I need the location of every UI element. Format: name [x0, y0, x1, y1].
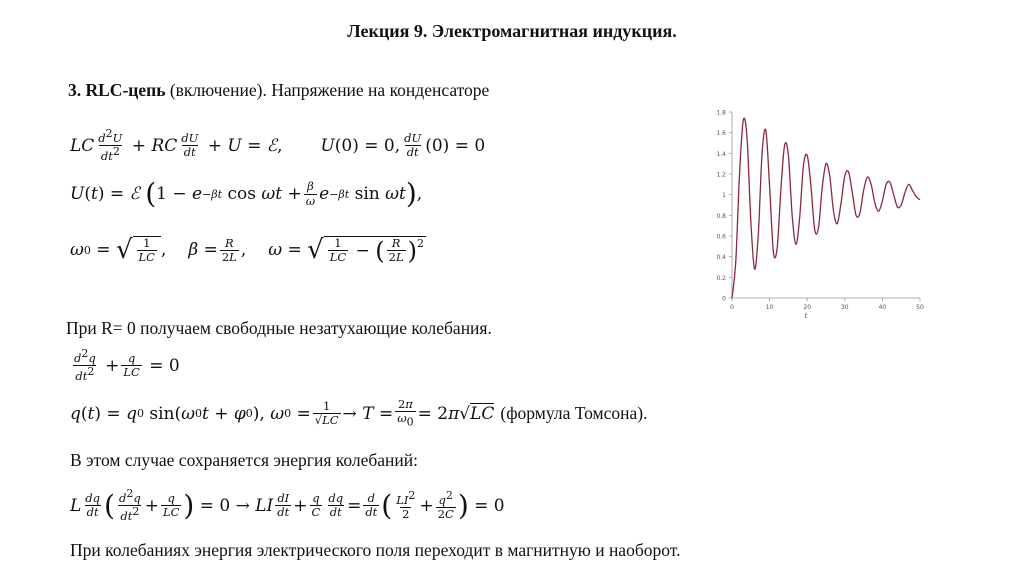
- section-heading-bold: 3. RLC-цепь: [68, 80, 166, 100]
- y-tick-label: 0.6: [716, 233, 726, 241]
- y-tick-label: 1.4: [716, 150, 726, 158]
- equation-omega: ω 0 = √ $\frac{1}{LC}$ , β = $\frac{R}{2L}$ , ω = √ $\frac{1}{LC}$ − ( $\frac{R}{2L}$ ) $^2$: [70, 235, 424, 266]
- series-line: [732, 118, 920, 298]
- equation-thomson: q ( t ) = q 0 sin( ω 0 t + φ 0 ), ω 0 = $\frac{1}{√LC}$ → T = $\frac{2\pi}{\omega_0}$ = 2 π √ LC (формула Томсона).: [70, 397, 648, 429]
- y-tick-label: 1.2: [716, 171, 726, 179]
- x-axis-label: t: [804, 312, 808, 320]
- equation-energy: L $\frac{dq}{dt}$ ( $\frac{d^2q}{dt^2}$ + $\frac{q}{LC}$ ) = 0 → LI $\frac{dI}{dt}$ + $\frac{q}{C}$ $\frac{dq}{dt}$ = $\frac{d}{dt}$ ( $\frac{LI^2}{2}$ + $\frac{q^2}{2C}$ ) = 0: [70, 487, 505, 523]
- y-tick-label: 0.8: [716, 212, 726, 220]
- y-tick-label: 1: [722, 192, 726, 200]
- x-tick-label: 50: [916, 304, 924, 311]
- page-title: Лекция 9. Электромагнитная индукция.: [347, 21, 677, 41]
- x-tick-label: 20: [803, 304, 812, 311]
- y-tick-label: 0.2: [716, 274, 726, 282]
- x-tick-label: 40: [878, 304, 887, 311]
- y-tick-label: 1.8: [716, 109, 726, 117]
- y-tick-label: 0: [722, 295, 726, 303]
- y-tick-label: 0.4: [716, 254, 726, 262]
- equation-solution: U ( t ) = ℰ ( 1 − e −βt cos ωt + $\frac{\beta}{\omega}$ e −βt sin ωt ) ,: [70, 177, 423, 210]
- damped-oscillation-chart: [700, 100, 930, 322]
- section-heading: [68, 80, 489, 101]
- equation-rlc: LC $\frac{d^2U}{dt^2}$ + RC $\frac{dU}{dt}$ + U = ℰ , U (0) = 0, $\frac{dU}{dt}$ (0) = 0: [70, 127, 486, 163]
- paragraph-energy-conserved: В этом случае сохраняется энергия колебаний:: [70, 450, 419, 470]
- paragraph-energy-transfer: При колебаниях энергия электрического поля переходит в магнитную и наоборот.: [70, 540, 681, 560]
- x-tick-label: 10: [765, 304, 774, 311]
- y-tick-label: 1.6: [716, 130, 726, 138]
- paragraph-free-oscillations: При R= 0 получаем свободные незатухающие колебания.: [66, 318, 492, 338]
- equation-free-oscillations: $\frac{d^2q}{dt^2}$ + $\frac{q}{LC}$ = 0: [74, 347, 180, 383]
- x-tick-label: 30: [840, 304, 849, 311]
- section-heading-rest: (включение). Напряжение на конденсаторе: [165, 80, 490, 100]
- x-tick-label: 0: [730, 304, 734, 311]
- thomson-formula-label: (формула Томсона).: [500, 403, 648, 424]
